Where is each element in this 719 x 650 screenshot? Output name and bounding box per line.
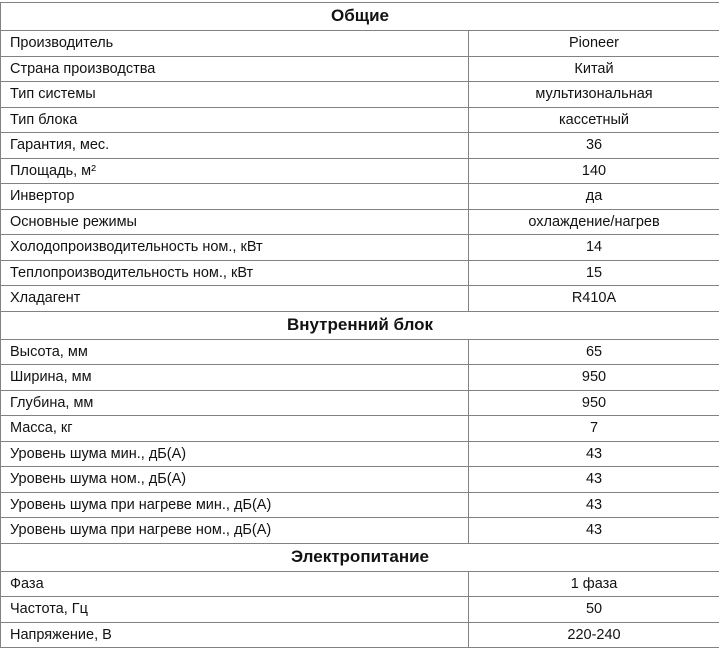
spec-label: Гарантия, мес.	[1, 133, 469, 159]
spec-row	[1, 184, 719, 210]
spec-label: Уровень шума ном., дБ(А)	[1, 467, 469, 493]
spec-value: мультизональная	[469, 82, 719, 108]
spec-value: 14	[469, 235, 719, 261]
spec-value: 50	[469, 597, 719, 623]
spec-label: Напряжение, В	[1, 622, 469, 648]
spec-value: 36	[469, 133, 719, 159]
spec-label: Тип блока	[1, 107, 469, 133]
spec-value: 65	[469, 339, 719, 365]
spec-value: 1 фаза	[469, 571, 719, 597]
spec-row	[1, 571, 719, 597]
spec-label: Основные режимы	[1, 209, 469, 235]
spec-value: 43	[469, 492, 719, 518]
spec-label: Высота, мм	[1, 339, 469, 365]
spec-value: 950	[469, 365, 719, 391]
spec-label: Уровень шума при нагреве мин., дБ(А)	[1, 492, 469, 518]
spec-value: 43	[469, 441, 719, 467]
spec-value: 7	[469, 416, 719, 442]
spec-label: Площадь, м²	[1, 158, 469, 184]
spec-row	[1, 518, 719, 544]
spec-label: Масса, кг	[1, 416, 469, 442]
spec-row	[1, 133, 719, 159]
spec-label: Холодопроизводительность ном., кВт	[1, 235, 469, 261]
spec-value: кассетный	[469, 107, 719, 133]
specifications-table	[0, 2, 719, 648]
spec-value: 43	[469, 467, 719, 493]
spec-value: Китай	[469, 56, 719, 82]
spec-row	[1, 260, 719, 286]
spec-label: Частота, Гц	[1, 597, 469, 623]
spec-label: Страна производства	[1, 56, 469, 82]
spec-label: Хладагент	[1, 286, 469, 312]
spec-row	[1, 235, 719, 261]
section-header-row	[1, 311, 719, 339]
section-title: Электропитание	[1, 543, 719, 571]
spec-value: охлаждение/нагрев	[469, 209, 719, 235]
spec-row	[1, 365, 719, 391]
spec-row	[1, 82, 719, 108]
section-header-row	[1, 543, 719, 571]
spec-value: 950	[469, 390, 719, 416]
spec-label: Производитель	[1, 31, 469, 57]
spec-row	[1, 492, 719, 518]
spec-row	[1, 209, 719, 235]
spec-row	[1, 107, 719, 133]
spec-row	[1, 622, 719, 648]
spec-label: Фаза	[1, 571, 469, 597]
section-header-row	[1, 3, 719, 31]
spec-value: 15	[469, 260, 719, 286]
spec-row	[1, 56, 719, 82]
spec-value: 43	[469, 518, 719, 544]
spec-row	[1, 390, 719, 416]
spec-value: 220-240	[469, 622, 719, 648]
spec-label: Уровень шума мин., дБ(А)	[1, 441, 469, 467]
spec-label: Уровень шума при нагреве ном., дБ(А)	[1, 518, 469, 544]
spec-label: Теплопроизводительность ном., кВт	[1, 260, 469, 286]
spec-value: Pioneer	[469, 31, 719, 57]
section-title: Общие	[1, 3, 719, 31]
spec-table	[0, 2, 719, 648]
spec-row	[1, 31, 719, 57]
spec-value: да	[469, 184, 719, 210]
spec-value: 140	[469, 158, 719, 184]
spec-value: R410A	[469, 286, 719, 312]
spec-label: Ширина, мм	[1, 365, 469, 391]
spec-row	[1, 441, 719, 467]
spec-row	[1, 467, 719, 493]
spec-row	[1, 339, 719, 365]
spec-row	[1, 416, 719, 442]
spec-label: Инвертор	[1, 184, 469, 210]
spec-label: Глубина, мм	[1, 390, 469, 416]
spec-table-body	[1, 3, 719, 648]
spec-row	[1, 286, 719, 312]
spec-row	[1, 597, 719, 623]
spec-row	[1, 158, 719, 184]
section-title: Внутренний блок	[1, 311, 719, 339]
spec-label: Тип системы	[1, 82, 469, 108]
